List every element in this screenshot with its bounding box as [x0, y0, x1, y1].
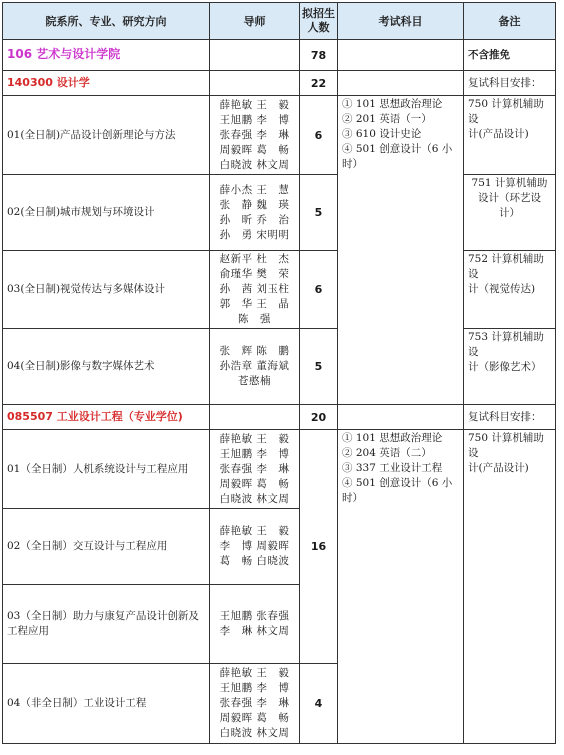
school-remark: 不含推免 [464, 40, 556, 71]
advisor-list [210, 664, 300, 744]
subject-item: ④ 501 创意设计（6 小时） [342, 143, 453, 170]
subject-item: ④ 501 创意设计（6 小时） [342, 477, 453, 504]
advisor-line: 白晓波 林文周 [219, 492, 290, 505]
header-subjects: 考试科目 [338, 3, 464, 40]
research-direction: 04（非全日制）工业设计工程 [3, 664, 210, 744]
advisor-list [210, 430, 300, 509]
research-direction: 03（全日制）助力与康复产品设计创新及工程应用 [3, 585, 210, 664]
advisor-line: 薛艳敏 王 毅 [219, 432, 290, 445]
subject-item: ② 204 英语（二） [342, 447, 432, 459]
major-remark: 复试科目安排： [464, 405, 556, 430]
advisor-list [210, 329, 300, 405]
subject-item: ① 101 思想政治理论 [342, 98, 443, 110]
advisor-line: 薛艳敏 王 毅 [219, 667, 290, 679]
research-direction: 01（全日制）人机系统设计与工程应用 [3, 430, 210, 509]
exam-subjects [338, 430, 464, 744]
advisor-line: 白晓波 林文周 [219, 158, 290, 171]
advisor-list [210, 251, 300, 329]
remark-cell: 753 计算机辅助设 计（影像艺术） [464, 329, 556, 405]
admissions-table [2, 2, 556, 744]
advisor-line: 王旭鹏 李 博 [219, 113, 290, 126]
header-advisor: 导师 [210, 3, 300, 40]
research-direction: 02(全日制)城市规划与环境设计 [3, 175, 210, 251]
header-quota: 拟招生人数 [300, 3, 338, 40]
remark-cell: 750 计算机辅助设 计(产品设计) [464, 430, 556, 744]
major-remark: 复试科目安排： [464, 71, 556, 96]
advisor-line: 薛艳敏 王 毅 [219, 525, 290, 537]
advisor-list [210, 175, 300, 251]
advisor-line: 孙 茜 刘玉柱 [219, 283, 290, 295]
major-quota: 22 [300, 71, 338, 96]
advisor-line: 孙 勇 宋明明 [219, 228, 290, 241]
table-row [3, 329, 556, 405]
advisor-line: 张春强 李 琳 [219, 128, 290, 141]
advisor-line: 张 静 魏 瑛 [219, 198, 290, 211]
major-row [3, 71, 556, 96]
advisor-line: 周毅晖 葛 畅 [219, 712, 290, 724]
direction-quota: 5 [300, 329, 338, 405]
direction-quota: 6 [300, 251, 338, 329]
advisor-line: 周毅晖 葛 畅 [219, 477, 290, 490]
research-direction: 02（全日制）交互设计与工程应用 [3, 509, 210, 585]
advisor-line: 张 辉 陈 鹏 [219, 345, 290, 357]
advisor-line: 孙浩章 董海斌 [219, 360, 290, 372]
advisor-line: 陈 强 [238, 313, 271, 325]
advisor-line: 王旭鹏 张春强 [219, 610, 290, 622]
advisor-line: 葛 畅 白晓波 [219, 555, 290, 567]
table-row [3, 96, 556, 175]
direction-quota: 16 [300, 430, 338, 664]
table-row [3, 430, 556, 509]
school-name: 106 艺术与设计学院 [7, 47, 121, 61]
header-direction: 院系所、专业、研究方向 [3, 3, 210, 40]
direction-quota: 6 [300, 96, 338, 175]
research-direction: 04(全日制)影像与数字媒体艺术 [3, 329, 210, 405]
header-row [3, 3, 556, 40]
subject-item: ① 101 思想政治理论 [342, 432, 443, 444]
advisor-list [210, 96, 300, 175]
major-name: 140300 设计学 [7, 76, 90, 89]
direction-quota: 5 [300, 175, 338, 251]
advisor-line: 李 琳 林文周 [219, 625, 290, 637]
advisor-line: 张春强 李 琳 [219, 697, 290, 709]
remark-cell: 752 计算机辅助设 计（视觉传达) [464, 251, 556, 329]
advisor-line: 李 博 周毅晖 [219, 540, 290, 552]
major-row [3, 405, 556, 430]
advisor-line: 赵新平 杜 杰 [219, 253, 290, 265]
school-row [3, 40, 556, 71]
advisor-line: 王旭鹏 李 博 [219, 447, 290, 460]
advisor-line: 王旭鹏 李 博 [219, 682, 290, 694]
subject-item: ② 201 英语（一） [342, 113, 432, 125]
advisor-line: 白晓波 林文周 [219, 727, 290, 739]
advisor-line: 孙 昕 乔 治 [219, 213, 290, 226]
table-row [3, 175, 556, 251]
school-quota: 78 [300, 40, 338, 71]
subject-item: ③ 610 设计史论 [342, 128, 422, 140]
subject-item: ③ 337 工业设计工程 [342, 462, 443, 474]
major-name: 085507 工业设计工程（专业学位) [7, 410, 183, 423]
advisor-line: 郭 华 王 晶 [219, 298, 290, 310]
advisor-line: 薛艳敏 王 毅 [219, 98, 290, 111]
direction-quota: 4 [300, 664, 338, 744]
table-row [3, 251, 556, 329]
research-direction: 03(全日制)视觉传达与多媒体设计 [3, 251, 210, 329]
advisor-line: 薛小杰 王 慧 [219, 183, 290, 196]
advisor-line: 周毅晖 葛 畅 [219, 143, 290, 156]
advisor-list [210, 509, 300, 585]
header-remarks: 备注 [464, 3, 556, 40]
advisor-line: 张春强 李 琳 [219, 462, 290, 475]
exam-subjects [338, 96, 464, 405]
advisor-line: 苍憨楠 [238, 375, 271, 387]
advisor-list [210, 585, 300, 664]
major-quota: 20 [300, 405, 338, 430]
research-direction: 01(全日制)产品设计创新理论与方法 [3, 96, 210, 175]
advisor-line: 俞瑾华 樊 荣 [219, 268, 290, 280]
remark-cell: 751 计算机辅助 设计（环艺设 计） [464, 175, 556, 251]
remark-cell: 750 计算机辅助设 计(产品设计) [464, 96, 556, 175]
